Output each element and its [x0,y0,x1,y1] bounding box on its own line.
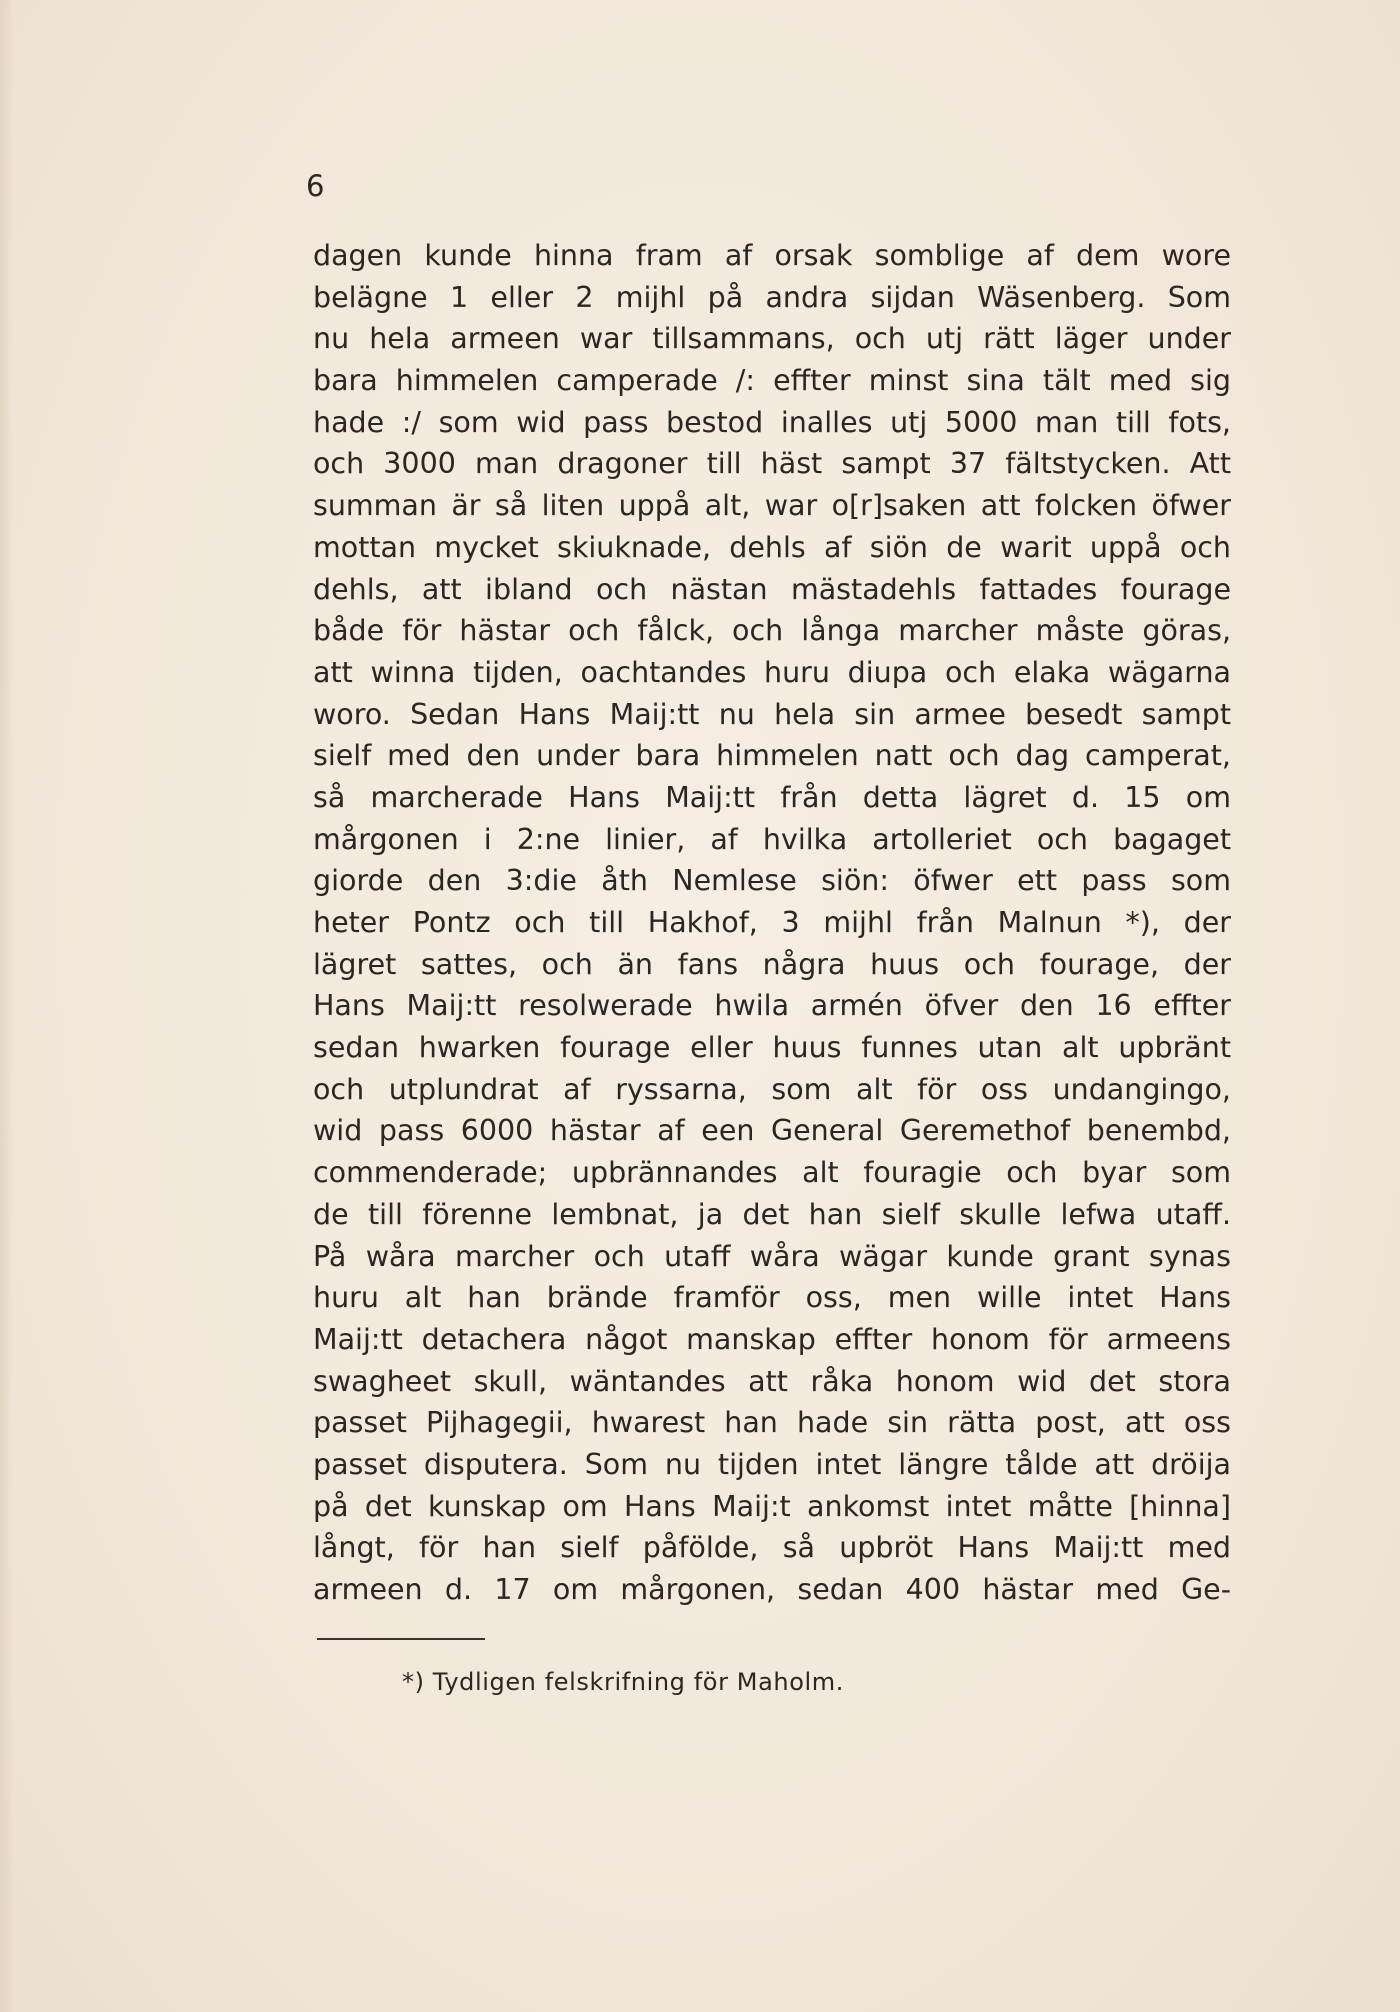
text-line-content: summan är så liten uppå alt, war o[r]saken att folcken öfwer [313,489,1231,523]
text-line-content: nu hela armeen war tillsammans, och utj rätt läger under [313,322,1231,356]
text-line-content: och 3000 man dragoner till häst sampt 37 fältstycken. Att [313,447,1231,481]
text-line [313,694,1231,736]
text-line-content: mårgonen i 2:ne linier, af hvilka artolleriet och bagaget [313,822,1231,856]
text-line [313,1027,1231,1069]
text-line [313,1486,1231,1528]
text-line-content: Hans Maij:tt resolwerade hwila armén öfver den 16 effter [313,989,1231,1023]
text-line [313,1444,1231,1486]
text-line [313,443,1231,485]
footnote-separator [317,1638,485,1640]
text-line-content: passet Pijhagegii, hwarest han hade sin rätta post, att oss [313,1406,1231,1440]
text-line [313,652,1231,694]
text-line-content: Maij:tt detachera något manskap effter honom för armeens [313,1322,1231,1356]
text-line [313,1152,1231,1194]
text-line-content: passet disputera. Som nu tijden intet längre tålde att dröija [313,1447,1231,1481]
text-line-content: giorde den 3:die åth Nemlese siön: öfwer ett pass som [313,864,1231,898]
text-line [313,318,1231,360]
text-line-content: bara himmelen camperade /: effter minst sina tält med sig [313,364,1231,398]
text-line-content: de till förenne lembnat, ja det han sielf skulle lefwa utaff. [313,1197,1231,1231]
text-line-content: hade :/ som wid pass bestod inalles utj 5000 man till fots, [313,405,1231,439]
text-line [313,402,1231,444]
text-line [313,1236,1231,1278]
text-line-content: armeen d. 17 om mårgonen, sedan 400 hästar med Ge- [313,1573,1231,1606]
text-line-content: lägret sattes, och än fans några huus och fourage, der [313,947,1231,981]
text-line [313,1402,1231,1444]
text-line [313,902,1231,944]
text-line [313,235,1231,277]
text-line-content: heter Pontz och till Hakhof, 3 mijhl från Malnun *), der [313,906,1231,939]
text-line-content: att winna tijden, oachtandes huru diupa och elaka wägarna [313,655,1231,689]
text-line-content: sielf med den under bara himmelen natt och dag camperat, [313,739,1231,773]
text-line-content: mottan mycket skiuknade, dehls af siön de warit uppå och [313,530,1231,564]
text-line [313,735,1231,777]
text-line [313,819,1231,861]
text-line-content: På wåra marcher och utaff wåra wägar kunde grant synas [313,1239,1231,1273]
text-line-content: belägne 1 eller 2 mijhl på andra sijdan Wäsenberg. Som [313,280,1231,314]
text-line [313,1361,1231,1403]
text-line [313,860,1231,902]
text-line-content: så marcherade Hans Maij:tt från detta lägret d. 15 om [313,780,1231,814]
text-line-content: på det kunskap om Hans Maij:t ankomst intet måtte [hinna] [313,1489,1231,1523]
text-line-content: sedan hwarken fourage eller huus funnes utan alt upbränt [313,1031,1231,1065]
text-line [313,569,1231,611]
text-line [313,527,1231,569]
text-line [313,1527,1231,1569]
text-line [313,985,1231,1027]
text-line [313,1194,1231,1236]
text-line-content: både för hästar och fålck, och långa marcher måste göras, [313,614,1231,648]
text-line [313,944,1231,986]
text-line [313,360,1231,402]
body-text [313,235,1231,1611]
text-line [313,1319,1231,1361]
text-line-content: huru alt han brände framför oss, men wille intet Hans [313,1281,1231,1315]
footnote: *) Tydligen felskrifning för Maholm. [402,1668,844,1696]
text-line [313,277,1231,319]
text-line-content: wid pass 6000 hästar af een General Geremethof benembd, [313,1114,1231,1148]
page-number: 6 [306,169,325,203]
text-line [313,485,1231,527]
text-line-content: och utplundrat af ryssarna, som alt för oss undangingo, [313,1072,1231,1106]
text-line-content: swagheet skull, wäntandes att råka honom wid det stora [313,1364,1231,1398]
text-line-content: commenderade; upbrännandes alt fouragie och byar som [313,1156,1231,1190]
text-line [313,777,1231,819]
text-line [313,1069,1231,1111]
page-edge-shadow [0,0,14,2012]
text-line [313,1569,1231,1611]
text-line-content: långt, för han sielf påfölde, så upbröt Hans Maij:tt med [313,1531,1231,1565]
text-line [313,1277,1231,1319]
text-line-content: dagen kunde hinna fram af orsak somblige af dem wore [313,239,1231,272]
text-line-content: dehls, att ibland och nästan mästadehls fattades fourage [313,572,1231,606]
text-line [313,1110,1231,1152]
text-line-content: woro. Sedan Hans Maij:tt nu hela sin armee besedt sampt [313,697,1231,731]
text-line [313,610,1231,652]
